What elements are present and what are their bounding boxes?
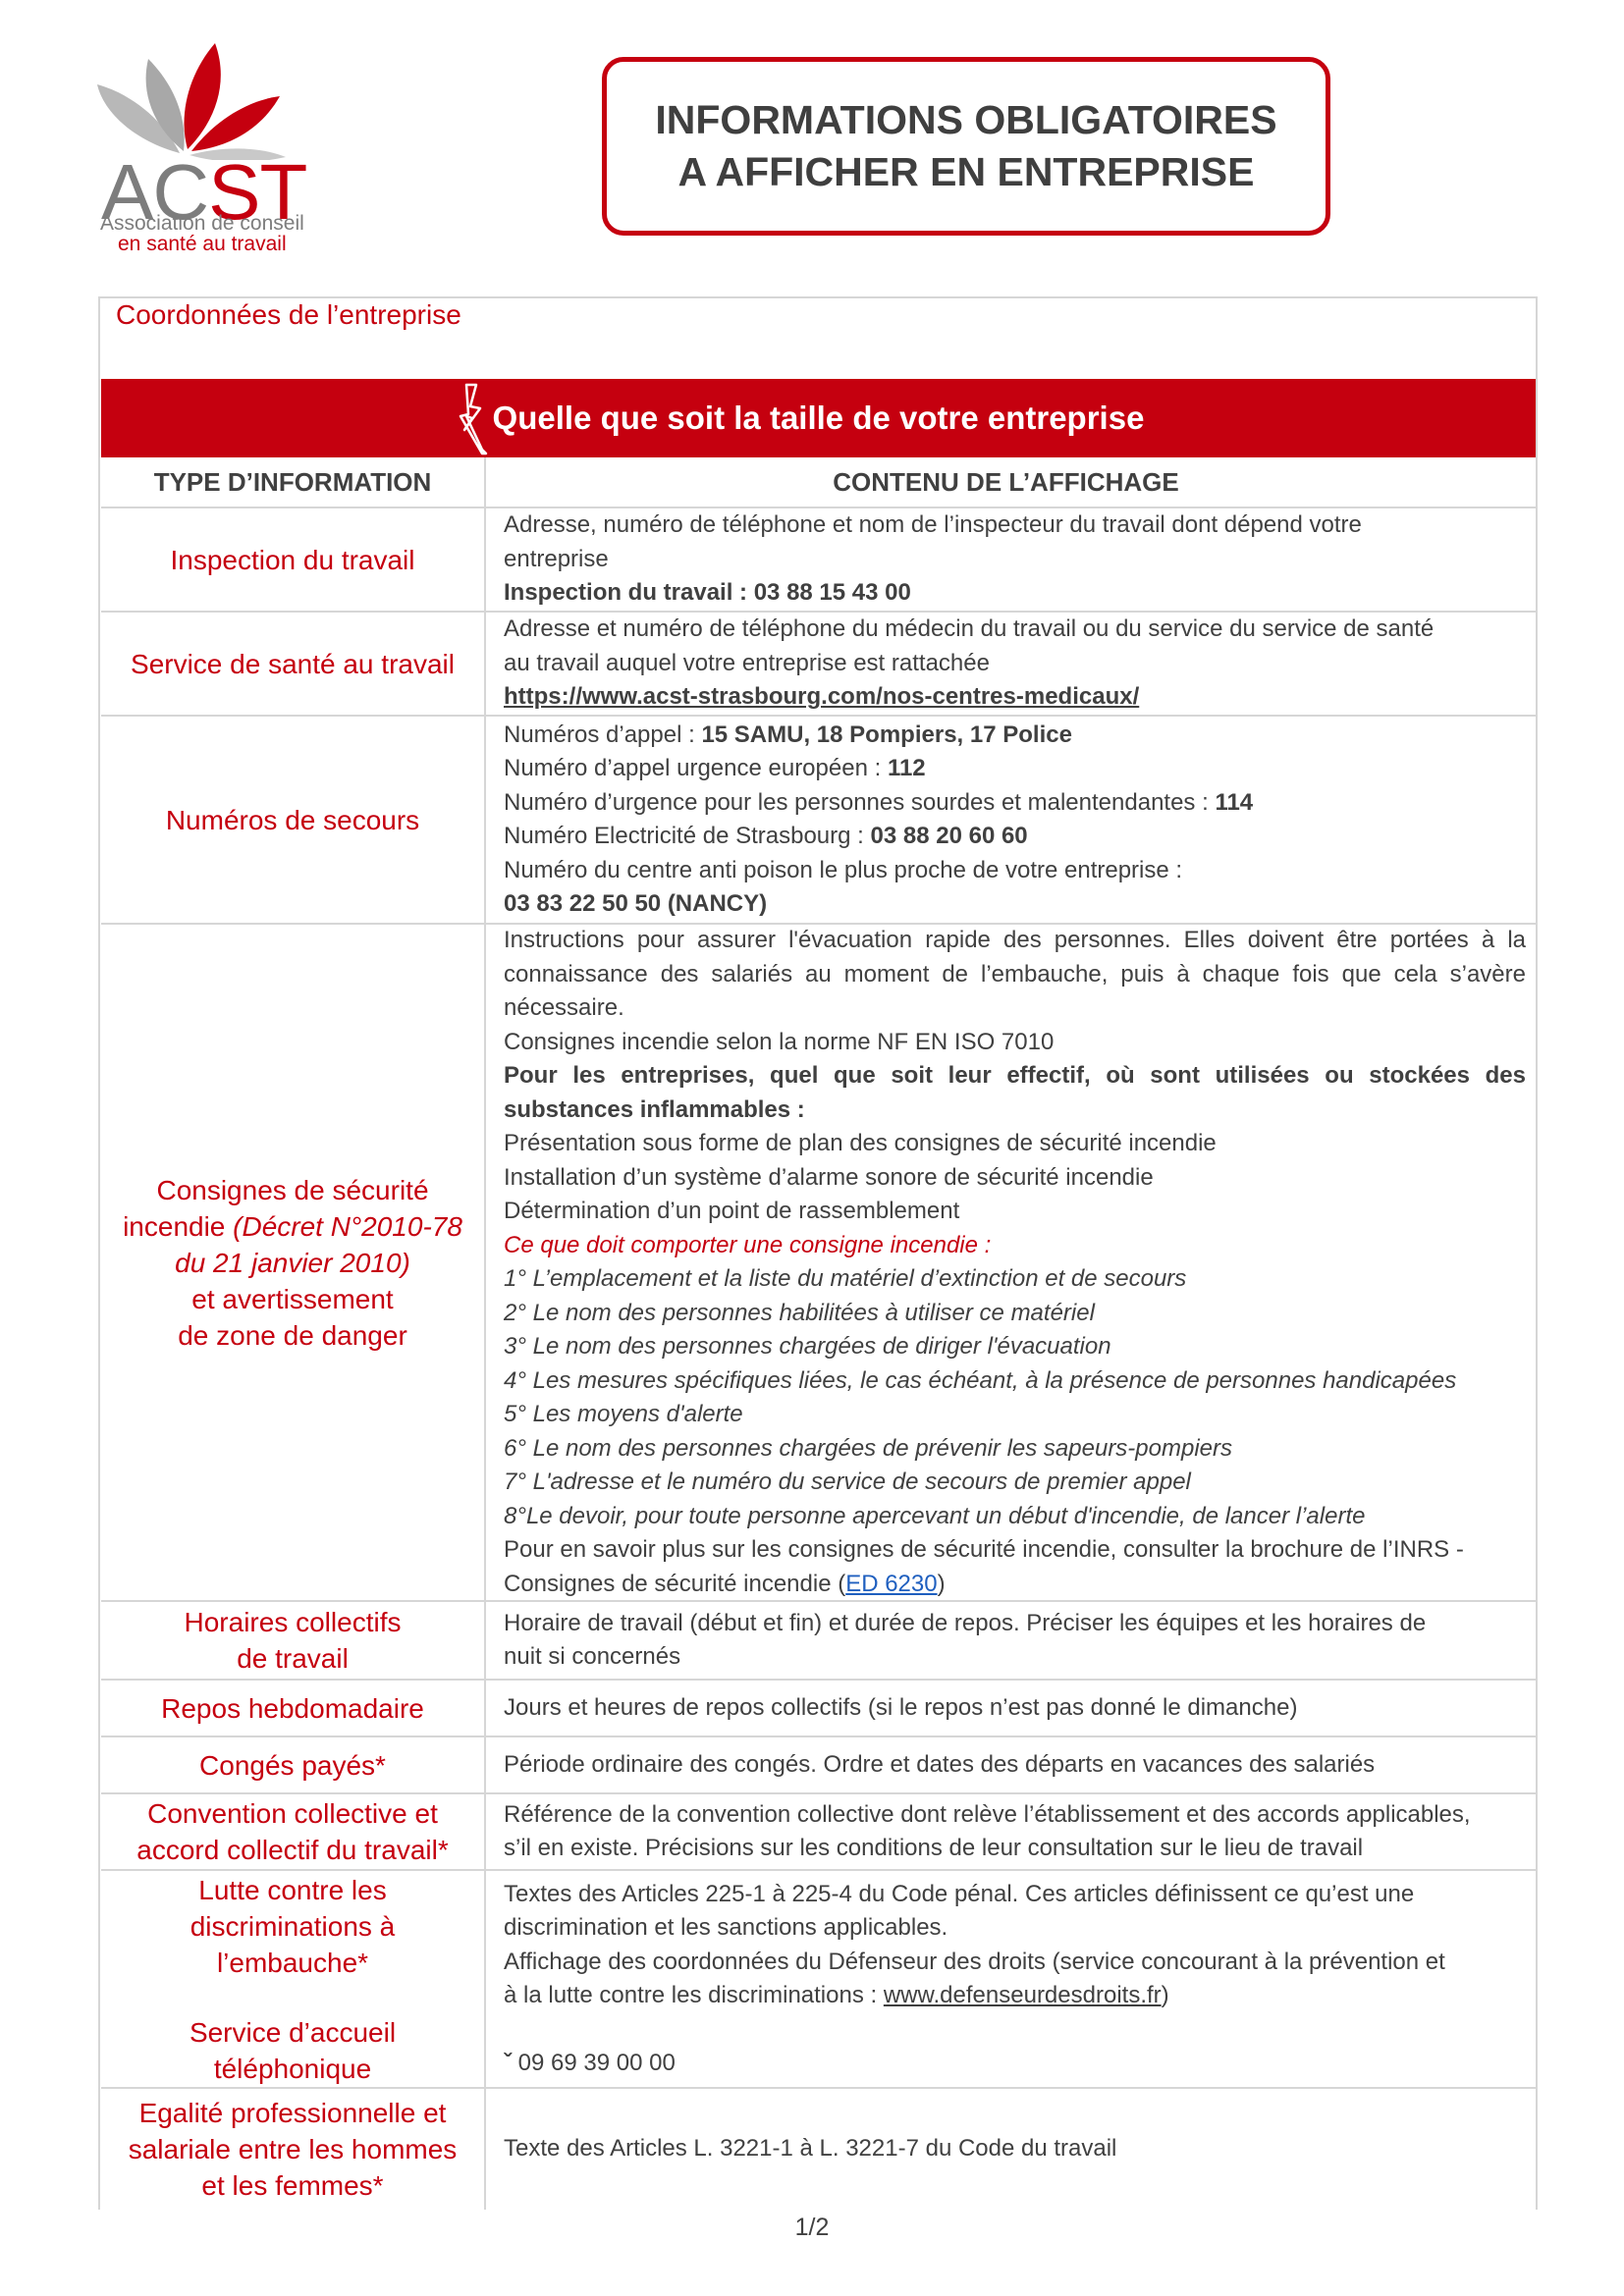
table-row-convention (101, 1794, 1536, 1871)
text-line: T (259, 148, 307, 236)
section-banner (101, 379, 1536, 457)
text-line: S (208, 148, 260, 236)
text-line: Texte des Articles L. 3221-1 à L. 3221-7 du Code du travail (504, 2135, 1117, 2163)
text-line: Affichage des coordonnées du Défenseur des droits (service concourant à la prévention et (504, 1948, 1445, 1975)
inspection-phone: Inspection du travail : 03 88 15 43 00 (504, 579, 911, 607)
text-line: 112 (887, 755, 926, 781)
table-row-discriminations (101, 1871, 1536, 2089)
company-details-label: Coordonnées de l’entreprise (116, 299, 461, 330)
list-item: 2° Le nom des personnes habilitées à utiliser ce matériel (504, 1299, 1095, 1326)
table-row-sante (101, 613, 1536, 717)
text-line: Pour en savoir plus sur les consignes de sécurité incendie, consulter la brochure de l’INRS - (504, 1536, 1464, 1563)
text-line: Détermination d’un point de rassemblement (504, 1198, 960, 1224)
lotus-logo-icon (93, 37, 329, 160)
row-label (101, 1871, 486, 2087)
text-line: Adresse et numéro de téléphone du médecin du travail ou du service du service de santé (504, 615, 1435, 643)
row-content (486, 1602, 1536, 1679)
text-line: Lutte contre les (198, 1874, 387, 1905)
row-label (101, 1737, 486, 1792)
text-line: Horaires collectifs (184, 1607, 402, 1637)
row-content (486, 717, 1536, 923)
table-row-egalite (101, 2089, 1536, 2210)
text-line: entreprise (504, 545, 609, 572)
text-line: (Décret N°2010-78 (233, 1210, 462, 1242)
row-content (486, 1794, 1536, 1869)
text-line: Service de santé au travail (131, 648, 455, 679)
text-line: ) (1161, 1982, 1169, 2009)
logo-tagline-1: Association de conseil (100, 212, 304, 235)
text-line: Repos hebdomadaire (161, 1692, 424, 1724)
text-line: Textes des Articles 225-1 à 225-4 du Code pénal. Ces articles définissent ce qu’est une (504, 1880, 1415, 1907)
row-label (101, 1794, 486, 1869)
defenseur-link[interactable]: www.defenseurdesdroits.fr (883, 1982, 1162, 2009)
list-item: 1° L’emplacement et la liste du matériel d’extinction et de secours (504, 1265, 1187, 1292)
text-line: Installation d’un système d’alarme sonore de sécurité incendie (504, 1163, 1154, 1191)
row-content (486, 1737, 1536, 1792)
list-item: 7° L'adresse et le numéro du service de secours de premier appel (504, 1468, 1191, 1495)
page-number: 1/2 (794, 2214, 830, 2241)
text-line: de travail (237, 1643, 349, 1674)
list-item: 6° Le nom des personnes chargées de prévenir les sapeurs-pompiers (504, 1434, 1233, 1462)
text-line: Numéro d’urgence pour les personnes sourdes et malentendantes : (504, 788, 1216, 816)
row-label (101, 508, 486, 611)
text-line: Consignes de sécurité (156, 1174, 429, 1205)
text-line: Instructions pour assurer l'évacuation rapide des personnes. Elles doivent être portées à la connaissance des salariés au moment de l’embauche, puis à chaque fois que cela s’avère nécessaire. (504, 927, 1526, 1021)
row-content (486, 613, 1536, 715)
text-line: Numéros d’appel : (504, 721, 702, 748)
row-label (101, 2089, 486, 2210)
text-line: Jours et heures de repos collectifs (si le repos n’est pas donné le dimanche) (504, 1693, 1298, 1721)
list-item: 5° Les moyens d'alerte (504, 1401, 743, 1427)
text-line: nuit si concernés (504, 1643, 681, 1670)
text-line: A (101, 148, 153, 236)
table-row-repos (101, 1681, 1536, 1737)
row-content (486, 925, 1536, 1600)
text-line: Consignes de sécurité incendie ( (504, 1570, 846, 1597)
row-label (101, 925, 486, 1600)
text-line: discrimination et les sanctions applicables. (504, 1914, 948, 1942)
text-line: l’embauche* (216, 1947, 369, 1978)
text-line: Service d’accueil (189, 2016, 397, 2048)
text-line: Congés payés* (199, 1749, 386, 1781)
text-line: Numéro du centre anti poison le plus proche de votre entreprise : (504, 856, 1183, 883)
table-row-horaires (101, 1602, 1536, 1681)
list-item: 3° Le nom des personnes chargées de diriger l'évacuation (504, 1333, 1111, 1360)
title-line-2: A AFFICHER EN ENTREPRISE (677, 149, 1255, 194)
ed6230-link[interactable]: ED 6230 (845, 1570, 938, 1597)
text-line: Période ordinaire des congés. Ordre et dates des départs en vacances des salariés (504, 1750, 1376, 1778)
list-item: 4° Les mesures spécifiques liées, le cas échéant, à la présence de personnes handicapées (504, 1366, 1457, 1394)
text-line: Numéro d’appel urgence européen : (504, 755, 888, 781)
text-line: Référence de la convention collective dont relève l’établissement et des accords applicables, (504, 1800, 1471, 1828)
row-label (101, 717, 486, 923)
text-line: C (152, 148, 209, 236)
text-line: et les femmes* (201, 2170, 384, 2201)
text-line: Pour les entreprises, quel que soit leur effectif, où sont utilisées ou stockées des substances inflammables : (504, 1062, 1526, 1123)
text-line: 15 SAMU, 18 Pompiers, 17 Police (701, 721, 1072, 748)
phone-icon: ˇ (504, 2049, 512, 2076)
text-line: Adresse, numéro de téléphone et nom de l’inspecteur du travail dont dépend votre (504, 511, 1362, 539)
table-row-inspection (101, 508, 1536, 613)
text-line: Présentation sous forme de plan des consignes de sécurité incendie (504, 1130, 1217, 1156)
header-content: CONTENU DE L’AFFICHAGE (833, 466, 1179, 497)
row-label (101, 613, 486, 715)
text-line: Consignes incendie selon la norme NF EN ISO 7010 (504, 1028, 1055, 1055)
row-content (486, 1871, 1536, 2087)
antipoison-phone: 03 83 22 50 50 (NANCY) (504, 890, 768, 917)
text-line: incendie (123, 1210, 234, 1242)
row-content (486, 1681, 1536, 1735)
text-line: Ce que doit comporter une consigne incendie : (504, 1231, 992, 1258)
text-line: de zone de danger (178, 1319, 407, 1351)
logo-tagline-2: en santé au travail (118, 233, 287, 255)
list-item: 8°Le devoir, pour toute personne apercevant un début d'incendie, de lancer l’alerte (504, 1502, 1366, 1529)
text-line: et avertissement (191, 1283, 394, 1314)
text-line: ) (937, 1570, 946, 1597)
text-line: au travail auquel votre entreprise est rattachée (504, 649, 990, 676)
table-header-row (101, 457, 1536, 508)
acst-centers-link[interactable]: https://www.acst-strasbourg.com/nos-centres-medicaux/ (504, 683, 1140, 711)
text-line: Numéro Electricité de Strasbourg : (504, 823, 871, 849)
banner-title: Quelle que soit la taille de votre entreprise (492, 400, 1145, 436)
title-line-1: INFORMATIONS OBLIGATOIRES (655, 96, 1277, 142)
text-line: accord collectif du travail* (136, 1835, 449, 1865)
header-type: TYPE D’INFORMATION (101, 457, 486, 507)
text-line: 114 (1215, 788, 1254, 816)
text-line: Convention collective et (147, 1798, 438, 1829)
text-line: Horaire de travail (début et fin) et durée de repos. Préciser les équipes et les horaires de (504, 1609, 1427, 1636)
page-title (602, 57, 1330, 236)
row-content (486, 2089, 1536, 2210)
table-row-conges (101, 1737, 1536, 1794)
row-content (486, 508, 1536, 611)
text-line: discriminations à (189, 1910, 396, 1942)
acst-logo (93, 37, 329, 273)
accueil-phone: 09 69 39 00 00 (517, 2049, 676, 2076)
text-line: téléphonique (213, 2053, 372, 2084)
table-row-incendie (101, 925, 1536, 1602)
text-line: s’il en existe. Précisions sur les conditions de leur consultation sur le lieu de travail (504, 1835, 1364, 1861)
text-line: Numéros de secours (165, 804, 420, 835)
text-line: Inspection du travail (170, 544, 415, 575)
text-line: salariale entre les hommes (128, 2134, 458, 2164)
row-label (101, 1681, 486, 1735)
text-line: du 21 janvier 2010) (175, 1247, 410, 1278)
text-line: 03 88 20 60 60 (870, 823, 1028, 849)
table-row-secours (101, 717, 1536, 925)
text-line: à la lutte contre les discriminations : (504, 1982, 884, 2009)
row-label (101, 1602, 486, 1679)
text-line: Egalité professionnelle et (138, 2098, 447, 2128)
lightning-bolt-icon (453, 379, 492, 457)
